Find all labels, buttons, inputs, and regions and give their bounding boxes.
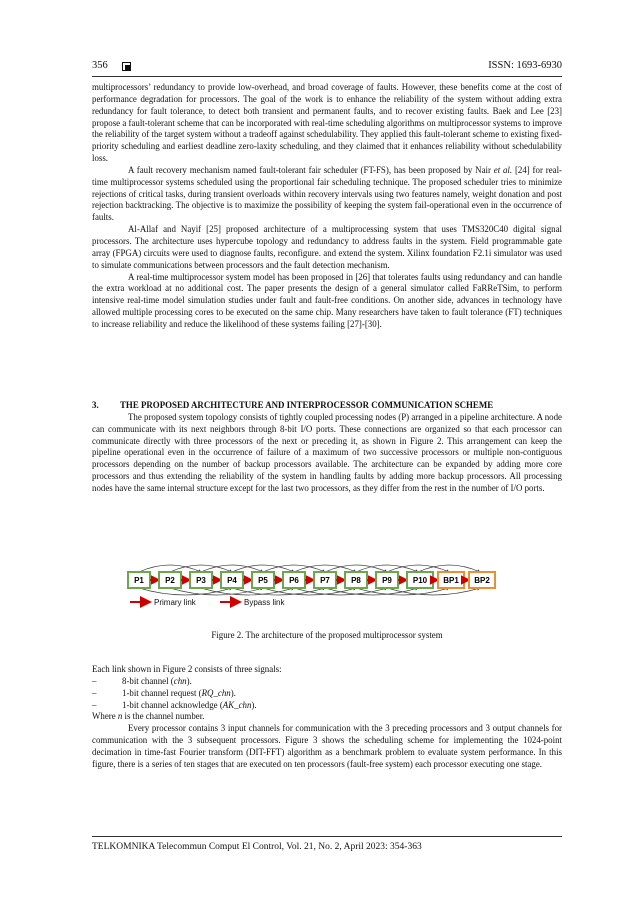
legend xyxy=(130,598,285,607)
bypass-link-skip2 xyxy=(325,565,387,572)
node-label-p5: P5 xyxy=(258,576,268,585)
bypass-link-skip2 xyxy=(201,565,263,572)
primary-link-legend-label: Primary link xyxy=(154,598,196,607)
paragraph-channels: Every processor contains 3 input channels for communication with the 3 preceding processors and 3 output channels for communication with the 3 subsequent processors. Figure 3 shows the scheduling scheme for implementing the 1024-point decimation in time-fast Fourier transform (DIT-FFT) algorithm as a benchmark problem to evaluate system performance. In this figure, there is a series of ten stages that are executed on ten processors (fault-free system) each processor executing one stage. xyxy=(92,723,562,769)
square-bullet-icon xyxy=(122,62,131,71)
node-label-p8: P8 xyxy=(351,576,361,585)
bypass-link-skip2 xyxy=(232,565,294,572)
node-label-p10: P10 xyxy=(412,576,428,585)
bypass-link-legend-label: Bypass link xyxy=(244,598,285,607)
bypass-link-skip3 xyxy=(170,588,263,595)
page-header xyxy=(92,60,562,74)
bypass-link-skip2 xyxy=(418,565,480,572)
bypass-link-skip3 xyxy=(232,588,325,595)
paragraph-3: Al-Allaf and Nayif [25] proposed architecture of a multiprocessing system that uses TMS320C40 digital signal processors. The architecture uses hypercube topology and redundancy to address faults in the system. Field programmable gate array (FPGA) circuits were used to diagnose faults, reconfigure. and extend the system. Xilinx foundation F2.1i simulator was used to simulate communications between processors and the fault detection mechanism. xyxy=(92,224,562,270)
node-label-p1: P1 xyxy=(134,576,144,585)
body-text xyxy=(92,82,562,331)
bypass-link-skip2 xyxy=(170,565,232,572)
node-label-bp2: BP2 xyxy=(474,576,490,585)
processor-nodes xyxy=(128,572,495,588)
node-label-p4: P4 xyxy=(227,576,237,585)
bypass-link-skip3 xyxy=(325,588,418,595)
paragraph-4: A real-time multiprocessor system model has been proposed in [26] that tolerates faults using redundancy and can handle the extra workload at no additional cost. The paper presents the design of a general simulator called FaRReTSim, to perform intensive real-time model simulation studies under fault and fault-free conditions. On another side, advances in technology have allowed multiple processing cores to be executed on the same chip. Many researchers have taken to fault tolerance (FT) techniques to increase reliability and reduce the likelihood of these systems failing [27]-[30]. xyxy=(92,271,562,329)
bypass-link-skip3 xyxy=(387,588,480,595)
bypass-link-skip2 xyxy=(294,565,356,572)
bypass-link-skip3 xyxy=(139,588,232,595)
architecture-figure xyxy=(120,550,530,620)
node-label-p3: P3 xyxy=(196,576,206,585)
section-paragraph: The proposed system topology consists of tightly coupled processing nodes (P) arranged in a pipeline architecture. A node can communicate with its next neighbors through 8-bit I/O ports. These connections are organized so that each processor can communicate directly with three processors of the next or preceding it, as shown in Figure 2. This arrangement can keep the pipeline operational even in the occurrence of failure of a maximum of two successive processors or multiple non-contiguous processors depending on the number of backup processors available. The architecture can be expanded by adding more core processors and thus extending the reliability of the system in handling faults by adding more backup processors. All processing nodes have the same internal structure except for the last two processors, as they differ from the rest in the number of I/O ports. xyxy=(92,411,562,493)
bypass-link-skip2 xyxy=(356,565,418,572)
node-label-p7: P7 xyxy=(320,576,330,585)
footer-rule xyxy=(92,836,562,837)
footer: TELKOMNIKA Telecommun Comput El Control, Vol. 21, No. 2, April 2023: 354-363 xyxy=(92,842,422,852)
after-figure-text xyxy=(92,664,562,771)
figure-caption: Figure 2. The architecture of the proposed multiprocessor system xyxy=(211,630,443,640)
signal-item: – 1-bit channel acknowledge (AK_chn). xyxy=(92,699,257,710)
bypass-link-skip3 xyxy=(201,588,294,595)
bypass-link-skip2 xyxy=(263,565,325,572)
signal-item: – 8-bit channel (chn). xyxy=(92,675,192,686)
paragraph-1: multiprocessors’ redundancy to provide low-overhead, and broad coverage of faults. However, these benefits come at the cost of performance degradation for processors. The goal of the work is to enhance the reliability of the system without adding extra redundancy for fault tolerance, to detect both transient and permanent faults, and to recover existing faults. Baek and Lee [23] propose a fault-tolerant scheme that can be incorporated with real-time scheduling algorithms on multiprocessor systems to improve the reliability of the target system without a tradeoff against schedulability. They applied this fault-tolerant scheme to existing fixed-priority scheduling and earliest deadline zero-laxity scheduling, and they claimed that it enhances reliability without schedulability loss. xyxy=(92,82,562,164)
paragraph-2: A fault recovery mechanism named fault-tolerant fair scheduler (FT-FS), has been proposed by Nair et al. [24] for real-time multiprocessor systems scheduled using the proportional fair scheduling technique. The proposed scheduler tries to minimize rejections of critical tasks, during transient overloads within recovery intervals using two features namely, weight donation and post rejection backtracking. The objective is to maximize the possibility of keeping the system fail-operational even in the occurrence of faults. xyxy=(92,164,562,223)
signal-list xyxy=(92,676,562,712)
bypass-link-skip2 xyxy=(387,565,449,572)
node-label-p9: P9 xyxy=(382,576,392,585)
where-line: Where n is the channel number. xyxy=(92,711,205,722)
links-intro: Each link shown in Figure 2 consists of three signals: xyxy=(92,664,282,674)
bypass-link-skip3 xyxy=(356,588,449,595)
page-number: 356 xyxy=(92,60,108,71)
section-3 xyxy=(92,400,562,495)
bypass-link-skip2 xyxy=(139,565,201,572)
section-heading: 3. THE PROPOSED ARCHITECTURE AND INTERPROCESSOR COMMUNICATION SCHEME xyxy=(92,400,494,410)
node-label-bp1: BP1 xyxy=(443,576,459,585)
bypass-link-skip3 xyxy=(294,588,387,595)
issn: ISSN: 1693-6930 xyxy=(488,60,562,71)
header-rule xyxy=(92,76,562,77)
bypass-link-skip3 xyxy=(263,588,356,595)
node-label-p2: P2 xyxy=(165,576,175,585)
node-label-p6: P6 xyxy=(289,576,299,585)
signal-item: – 1-bit channel request (RQ_chn). xyxy=(92,687,236,698)
